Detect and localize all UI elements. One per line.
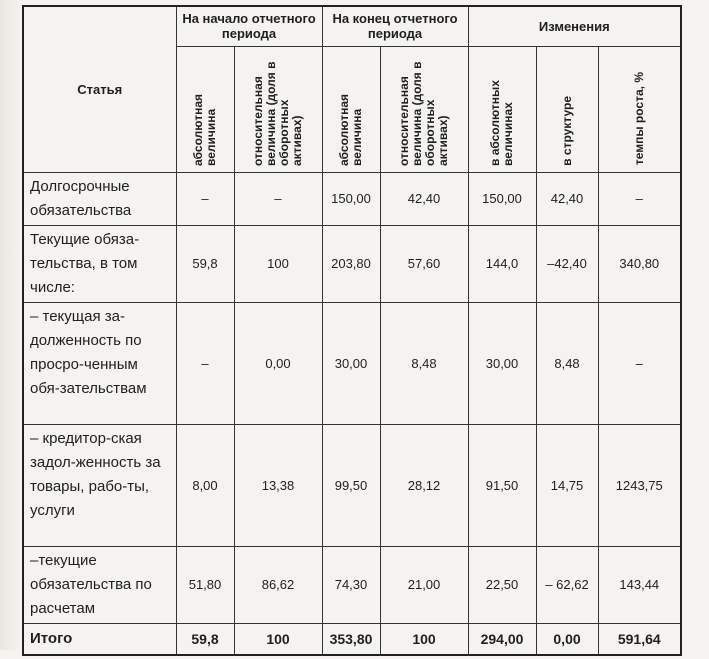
sub-header-cell <box>468 46 536 172</box>
total-value: 294,00 <box>468 623 536 655</box>
cell-value: – <box>234 172 322 225</box>
cell-value: 22,50 <box>468 546 536 623</box>
sub-header-cell <box>176 46 234 172</box>
table-row <box>23 225 681 302</box>
total-label: Итого <box>23 623 176 655</box>
sub-header-cell <box>380 46 468 172</box>
table-row <box>23 172 681 225</box>
cell-value: 86,62 <box>234 546 322 623</box>
cell-value: 74,30 <box>322 546 380 623</box>
cell-value: 30,00 <box>322 302 380 424</box>
cell-value: 51,80 <box>176 546 234 623</box>
cell-value: 91,50 <box>468 424 536 546</box>
sub-header-cell <box>598 46 681 172</box>
cell-value: 30,00 <box>468 302 536 424</box>
cell-value: 150,00 <box>322 172 380 225</box>
cell-value: – <box>598 172 681 225</box>
cell-value: 42,40 <box>536 172 598 225</box>
row-label: Текущие обяза-тельства, в том числе: <box>23 225 176 302</box>
cell-value: 21,00 <box>380 546 468 623</box>
sub-header-cell <box>322 46 380 172</box>
total-value: 100 <box>234 623 322 655</box>
total-row <box>23 623 681 655</box>
cell-value: 150,00 <box>468 172 536 225</box>
sub-header-label: темпы роста, % <box>631 72 646 166</box>
cell-value: 144,0 <box>468 225 536 302</box>
cell-value: 14,75 <box>536 424 598 546</box>
sub-header-label: абсолютная величина <box>337 93 364 166</box>
cell-value: 0,00 <box>234 302 322 424</box>
row-label: – кредитор-ская задол-женность за товары, рабо-ты, услуги <box>23 424 176 546</box>
sub-header-label: в структуре <box>559 95 574 166</box>
total-value: 591,64 <box>598 623 681 655</box>
header-row-groups <box>23 6 681 46</box>
cell-value: 340,80 <box>598 225 681 302</box>
sub-header-cell <box>536 46 598 172</box>
total-value: 100 <box>380 623 468 655</box>
sub-header-label: относительная величина (доля в оборотных активах) <box>251 61 304 166</box>
total-value: 59,8 <box>176 623 234 655</box>
cell-value: – <box>176 172 234 225</box>
cell-value: 28,12 <box>380 424 468 546</box>
table-row <box>23 302 681 424</box>
cell-value: 13,38 <box>234 424 322 546</box>
sub-header-label: в абсолютных величинах <box>488 79 516 166</box>
cell-value: –42,40 <box>536 225 598 302</box>
cell-value: 203,80 <box>322 225 380 302</box>
row-label: – текущая за-долженность по просро-ченным обя-зательствам <box>23 302 176 424</box>
cell-value: 8,48 <box>536 302 598 424</box>
cell-value: – 62,62 <box>536 546 598 623</box>
cell-value: 8,48 <box>380 302 468 424</box>
table-row <box>23 424 681 546</box>
total-value: 353,80 <box>322 623 380 655</box>
page-margin <box>0 0 20 650</box>
cell-value: 57,60 <box>380 225 468 302</box>
liabilities-table <box>22 5 682 656</box>
end-period-header: На конец отчетного периода <box>322 6 468 46</box>
article-header: Статья <box>23 6 176 172</box>
cell-value: – <box>176 302 234 424</box>
sub-header-label: относительная величина (доля в оборотных активах) <box>397 61 450 166</box>
start-period-header: На начало отчетного периода <box>176 6 322 46</box>
row-label: Долгосрочные обязательства <box>23 172 176 225</box>
cell-value: 8,00 <box>176 424 234 546</box>
sub-header-cell <box>234 46 322 172</box>
sub-header-label: абсолютная величина <box>191 93 218 166</box>
cell-value: – <box>598 302 681 424</box>
cell-value: 42,40 <box>380 172 468 225</box>
changes-header: Изменения <box>468 6 681 46</box>
total-value: 0,00 <box>536 623 598 655</box>
cell-value: 100 <box>234 225 322 302</box>
cell-value: 1243,75 <box>598 424 681 546</box>
row-label: –текущие обязательства по расчетам <box>23 546 176 623</box>
cell-value: 99,50 <box>322 424 380 546</box>
table-row <box>23 546 681 623</box>
cell-value: 143,44 <box>598 546 681 623</box>
cell-value: 59,8 <box>176 225 234 302</box>
